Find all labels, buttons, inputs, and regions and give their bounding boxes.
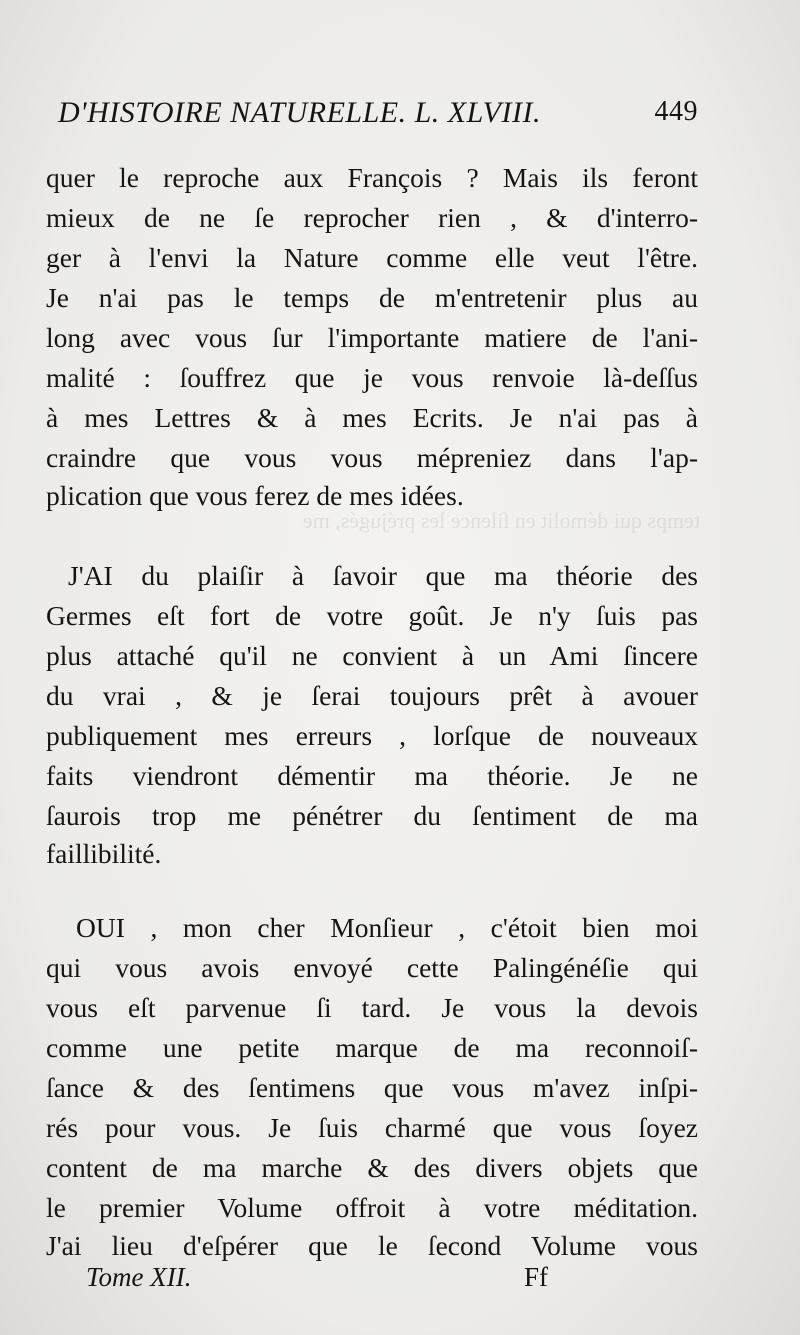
text-line: Je n'ai pas le temps de m'entretenir plus au: [46, 282, 698, 313]
text-line: comme une petite marque de ma reconnoiſ-: [46, 1032, 698, 1063]
text-line: publiquement mes erreurs , lorſque de nouveaux: [46, 720, 698, 751]
text-line: le premier Volume offroit à votre méditation.: [46, 1192, 698, 1223]
signature-mark: Ff: [524, 1262, 549, 1292]
text-line: ſaurois trop me pénétrer du ſentiment de ma: [46, 800, 698, 831]
text-line: plication que vous ferez de mes idées.: [46, 480, 464, 511]
text-line: J'AI du plaiſir à ſavoir que ma théorie des: [68, 560, 698, 591]
tome-label: Tome XII.: [86, 1262, 192, 1292]
text-line: ger à l'envi la Nature comme elle veut l'être.: [46, 242, 698, 273]
text-line: ſance & des ſentimens que vous m'avez inſpi-: [46, 1072, 698, 1103]
text-line: OUI , mon cher Monſieur , c'étoit bien moi: [76, 912, 698, 943]
text-line: malité : ſouffrez que je vous renvoie là-deſſus: [46, 362, 698, 393]
text-line: content de ma marche & des divers objets que: [46, 1152, 698, 1183]
running-header: [58, 96, 698, 140]
show-through-bleed: temps qui démolit en ſilence les préjugés, me: [302, 508, 700, 533]
page-number: 449: [654, 96, 698, 127]
text-line: Germes eſt fort de votre goût. Je n'y ſuis pas: [46, 600, 698, 631]
text-line: faillibilité.: [46, 838, 162, 869]
text-line: du vrai , & je ſerai toujours prêt à avouer: [46, 680, 698, 711]
running-title: D'HISTOIRE NATURELLE. L. XLVIII.: [58, 96, 541, 129]
text-line: J'ai lieu d'eſpérer que le ſecond Volume vous: [46, 1230, 698, 1261]
page-footer: [86, 1262, 586, 1302]
text-line: craindre que vous vous mépreniez dans l'ap-: [46, 442, 698, 473]
text-line: long avec vous ſur l'importante matiere de l'ani-: [46, 322, 698, 353]
text-line: plus attaché qu'il ne convient à un Ami ſincere: [46, 640, 698, 671]
text-line: faits viendront démentir ma théorie. Je ne: [46, 760, 698, 791]
text-line: mieux de ne ſe reprocher rien , & d'interro-: [46, 202, 698, 233]
text-line: à mes Lettres & à mes Ecrits. Je n'ai pas à: [46, 402, 698, 433]
text-line: vous eſt parvenue ſi tard. Je vous la devois: [46, 992, 698, 1023]
text-line: quer le reproche aux François ? Mais ils feront: [46, 162, 698, 193]
text-line: qui vous avois envoyé cette Palingénéſie qui: [46, 952, 698, 983]
text-line: rés pour vous. Je ſuis charmé que vous ſoyez: [46, 1112, 698, 1143]
